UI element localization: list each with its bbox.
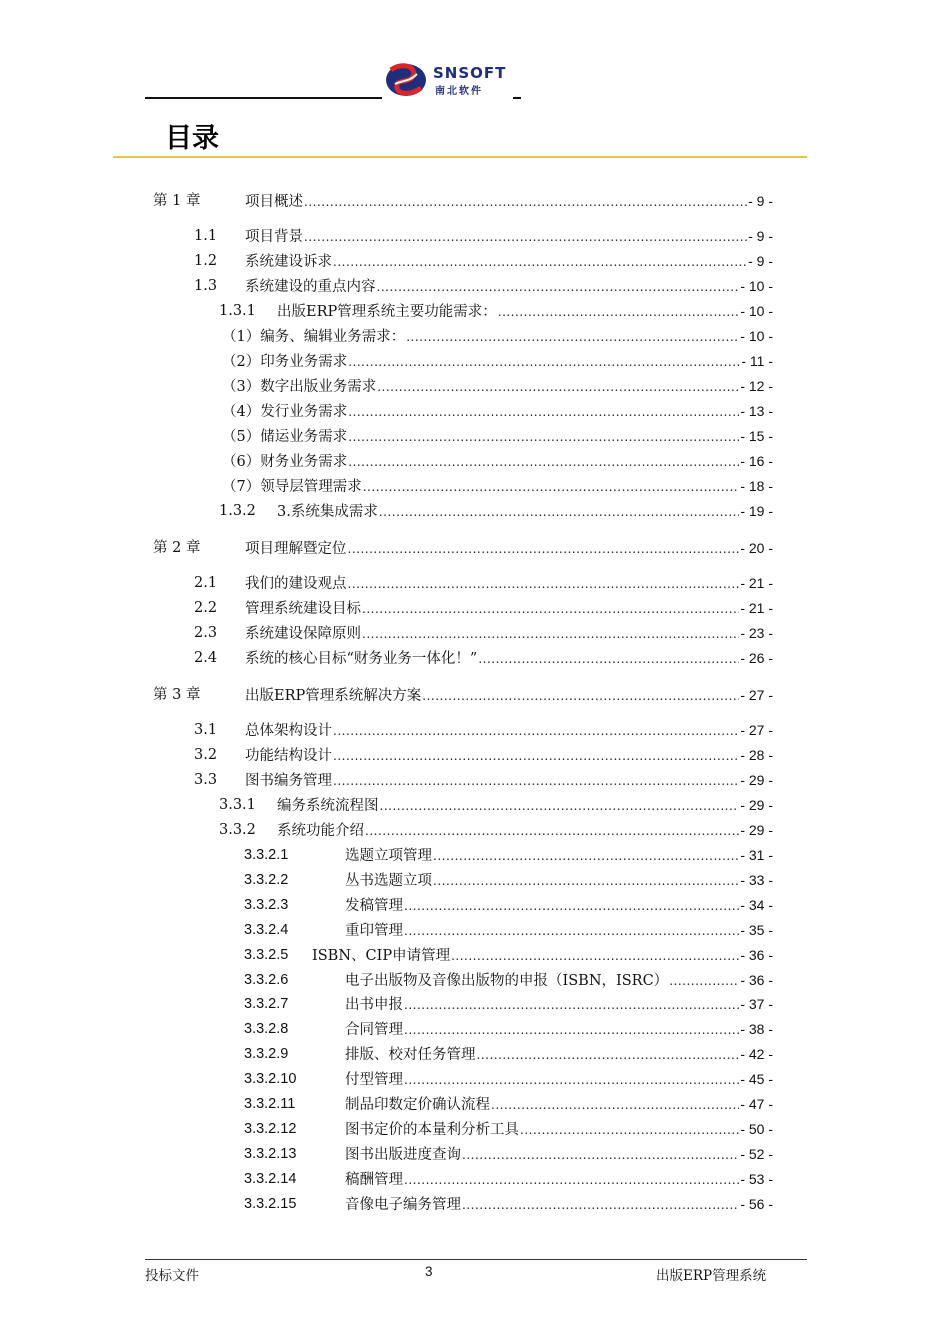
toc-label: 稿酬管理: [345, 1172, 403, 1188]
footer-document-type: 投标文件: [145, 1268, 199, 1284]
footer-rule: [145, 1259, 807, 1260]
toc-label: 总体架构设计: [245, 723, 332, 739]
toc-page: - 45 -: [740, 1071, 773, 1087]
toc-page: - 10 -: [740, 328, 773, 344]
toc-leader: [380, 795, 740, 817]
toc-number: 1.2: [194, 253, 218, 269]
toc-leader: [404, 1069, 739, 1091]
toc-leader: [348, 426, 739, 448]
toc-page: - 26 -: [740, 650, 773, 666]
toc-label: （6）财务业务需求: [222, 454, 348, 470]
footer-page-number: 3: [425, 1264, 433, 1279]
toc-label: 付型管理: [345, 1072, 403, 1088]
toc-page: - 12 -: [740, 378, 773, 394]
toc-leader: [333, 720, 739, 742]
toc-label: ISBN、CIP申请管理: [312, 948, 451, 964]
toc-leader: [365, 820, 739, 842]
toc-number: 第 3 章: [153, 687, 201, 703]
toc-number: 3.3.2.6: [244, 972, 289, 988]
toc-page: - 15 -: [740, 428, 773, 444]
logo-subtitle: 南北软件: [435, 86, 483, 97]
toc-leader: [362, 623, 739, 645]
toc-number: 3.3.2: [219, 822, 256, 838]
toc-page: - 11 -: [741, 353, 773, 369]
toc-number: 3.3.2.2: [244, 872, 289, 888]
toc-entry-3-3-2-14[interactable]: [244, 1168, 809, 1190]
toc-label: 项目概述: [245, 194, 303, 210]
toc-label: 图书定价的本量利分析工具: [345, 1122, 519, 1138]
toc-page: - 38 -: [740, 1021, 773, 1037]
toc-leader: [404, 1169, 739, 1191]
toc-page: - 19 -: [740, 503, 773, 519]
toc-entry-3-3-2-6[interactable]: [244, 969, 809, 991]
toc-leader: [348, 573, 740, 595]
toc-page: - 16 -: [740, 453, 773, 469]
toc-number: 2.4: [194, 650, 218, 666]
toc-page: - 9 -: [748, 193, 773, 209]
toc-leader: [362, 598, 739, 620]
toc-entry-2-3[interactable]: [194, 622, 809, 644]
toc-entry-req-5[interactable]: [222, 425, 809, 447]
toc-label: 排版、校对任务管理: [345, 1047, 476, 1063]
toc-page: - 35 -: [740, 922, 773, 938]
toc-entry-3-1[interactable]: [194, 719, 809, 741]
toc-entry-3-3-2-8[interactable]: [244, 1018, 809, 1040]
toc-entry-1-1[interactable]: [194, 225, 809, 247]
toc-page: - 23 -: [740, 625, 773, 641]
toc-entry-req-6[interactable]: [222, 450, 809, 472]
toc-leader: [520, 1119, 739, 1141]
toc-entry-1-3[interactable]: [194, 275, 809, 297]
toc-label: 编务系统流程图: [277, 798, 379, 814]
toc-page: - 47 -: [740, 1096, 773, 1112]
toc-page: - 10 -: [740, 278, 773, 294]
toc-number: 3.3.2.14: [244, 1171, 297, 1187]
toc-entry-3-3-2-4[interactable]: [244, 919, 809, 941]
toc-page: - 10 -: [740, 303, 773, 319]
toc-leader: [377, 276, 740, 298]
toc-label: 系统功能介绍: [277, 823, 364, 839]
toc-entry-3-3-2-10[interactable]: [244, 1068, 809, 1090]
toc-label: 音像电子编务管理: [345, 1197, 461, 1213]
toc-number: 3.3.1: [219, 797, 256, 813]
toc-page: - 42 -: [740, 1046, 773, 1062]
toc-page: - 27 -: [740, 687, 773, 703]
page-title: 目录: [165, 123, 219, 154]
toc-leader: [422, 685, 739, 707]
toc-entry-3-3-1[interactable]: [219, 794, 809, 816]
toc-page: - 9 -: [748, 228, 773, 244]
toc-entry-1-3-2[interactable]: [219, 500, 809, 522]
title-underline: [113, 156, 807, 158]
toc-leader: [433, 870, 739, 892]
toc-leader: [477, 1044, 740, 1066]
toc-number: 3.3.2.10: [244, 1071, 297, 1087]
toc-entry-req-3[interactable]: [222, 375, 809, 397]
toc-leader: [404, 994, 739, 1016]
toc-entry-2-2[interactable]: [194, 597, 809, 619]
toc-label: （5）储运业务需求: [222, 429, 348, 445]
toc-label: 出版ERP管理系统主要功能需求：: [277, 304, 497, 320]
toc-page: - 34 -: [740, 897, 773, 913]
toc-number: 2.2: [194, 600, 218, 616]
toc-label: （1）编务、编辑业务需求：: [222, 329, 406, 345]
toc-entry-req-7[interactable]: [222, 475, 809, 497]
toc-label: 项目理解暨定位: [245, 541, 347, 557]
toc-leader: [406, 326, 739, 348]
toc-label: 合同管理: [345, 1022, 403, 1038]
toc-number: 3.1: [194, 722, 218, 738]
toc-number: 第 1 章: [153, 193, 201, 209]
company-logo: [383, 60, 513, 102]
toc-entry-req-4[interactable]: [222, 400, 809, 422]
toc-number: 3.3.2.11: [244, 1096, 296, 1112]
toc-entry-chapter-2[interactable]: [153, 537, 809, 559]
toc-leader: [498, 301, 740, 323]
toc-number: 1.3.2: [219, 503, 256, 519]
toc-number: 3.3.2.13: [244, 1146, 297, 1162]
toc-number: 3.3.2.5: [244, 947, 289, 963]
toc-page: - 20 -: [740, 540, 773, 556]
toc-leader: [348, 538, 740, 560]
toc-label: 3.系统集成需求: [277, 504, 378, 520]
toc-leader: [491, 1094, 739, 1116]
toc-label: （2）印务业务需求: [222, 354, 348, 370]
toc-entry-1-2[interactable]: [194, 250, 809, 272]
toc-label: 重印管理: [345, 923, 403, 939]
toc-entry-3-3-2-9[interactable]: [244, 1043, 809, 1065]
toc-label: 电子出版物及音像出版物的申报（ISBN，ISRC）: [345, 973, 669, 989]
toc-entry-3-3-2-13[interactable]: [244, 1143, 809, 1165]
toc-label: 系统建设诉求: [245, 254, 332, 270]
toc-label: 我们的建设观点: [245, 576, 347, 592]
toc-entry-1-3-1[interactable]: [219, 300, 809, 322]
toc-label: 图书出版进度查询: [345, 1147, 461, 1163]
toc-number: 3.3.2.7: [244, 996, 289, 1012]
toc-leader: [669, 970, 739, 992]
toc-label: 出书申报: [345, 997, 403, 1013]
toc-page: - 31 -: [740, 847, 773, 863]
toc-label: 系统的核心目标“财务业务一体化！”: [245, 651, 478, 667]
toc-number: 2.3: [194, 625, 218, 641]
toc-label: 项目背景: [245, 229, 303, 245]
logo-swirl-icon: [383, 60, 429, 100]
toc-label: 图书编务管理: [245, 773, 332, 789]
toc-page: - 53 -: [740, 1171, 773, 1187]
toc-entry-3-3-2-3[interactable]: [244, 894, 809, 916]
toc-label: 系统建设的重点内容: [245, 279, 376, 295]
toc-leader: [348, 401, 739, 423]
toc-label: 出版ERP管理系统解决方案: [245, 688, 422, 704]
toc-entry-chapter-3[interactable]: [153, 684, 809, 706]
header-rule-short: [513, 97, 521, 99]
toc-page: - 29 -: [740, 772, 773, 788]
toc-label: 选题立项管理: [345, 848, 432, 864]
toc-entry-3-3-2-15[interactable]: [244, 1193, 809, 1215]
toc-number: 3.3.2.3: [244, 897, 289, 913]
toc-leader: [478, 648, 739, 670]
toc-entry-req-2[interactable]: [222, 350, 809, 372]
toc-number: 2.1: [194, 575, 218, 591]
toc-leader: [451, 945, 739, 967]
footer-system-name: 出版ERP管理系统: [656, 1268, 767, 1284]
toc-entry-3-3-2-1[interactable]: [244, 844, 809, 866]
toc-leader: [333, 251, 747, 273]
toc-number: 3.3.2.4: [244, 922, 289, 938]
toc-page: - 36 -: [740, 972, 773, 988]
toc-leader: [304, 191, 747, 213]
toc-number: 1.1: [194, 228, 218, 244]
toc-leader: [433, 845, 739, 867]
toc-entry-3-3-2-12[interactable]: [244, 1118, 809, 1140]
toc-leader: [363, 476, 740, 498]
toc-leader: [404, 895, 739, 917]
toc-number: 3.3.2.1: [244, 847, 289, 863]
toc-number: 3.3: [194, 772, 218, 788]
toc-page: - 29 -: [740, 822, 773, 838]
toc-page: - 56 -: [740, 1196, 773, 1212]
toc-leader: [379, 501, 739, 523]
toc-page: - 28 -: [740, 747, 773, 763]
toc-page: - 29 -: [740, 797, 773, 813]
toc-label: 丛书选题立项: [345, 873, 432, 889]
toc-label: （4）发行业务需求: [222, 404, 348, 420]
toc-leader: [304, 226, 747, 248]
toc-label: （3）数字出版业务需求: [222, 379, 377, 395]
toc-leader: [333, 770, 739, 792]
toc-label: 发稿管理: [345, 898, 403, 914]
toc-entry-req-1[interactable]: [222, 325, 809, 347]
toc-page: - 9 -: [748, 253, 773, 269]
toc-leader: [333, 745, 739, 767]
toc-leader: [377, 376, 739, 398]
toc-page: - 33 -: [740, 872, 773, 888]
toc-page: - 21 -: [740, 600, 773, 616]
toc-leader: [348, 451, 739, 473]
header-rule: [145, 97, 382, 99]
toc-page: - 37 -: [740, 996, 773, 1012]
toc-page: - 13 -: [740, 403, 773, 419]
toc-number: 1.3.1: [219, 303, 256, 319]
toc-label: 功能结构设计: [245, 748, 332, 764]
toc-page: - 27 -: [740, 722, 773, 738]
toc-leader: [404, 1019, 739, 1041]
toc-entry-3-2[interactable]: [194, 744, 809, 766]
toc-number: 3.3.2.12: [244, 1121, 297, 1137]
toc-entry-3-3[interactable]: [194, 769, 809, 791]
toc-leader: [348, 351, 740, 373]
toc-number: 3.3.2.8: [244, 1021, 289, 1037]
toc-entry-2-4[interactable]: [194, 647, 809, 669]
toc-entry-3-3-2-11[interactable]: [244, 1093, 809, 1115]
toc-leader: [462, 1194, 739, 1216]
logo-name: SNSOFT: [433, 64, 507, 82]
toc-number: 第 2 章: [153, 540, 201, 556]
toc-label: 制品印数定价确认流程: [345, 1097, 490, 1113]
toc-entry-chapter-1[interactable]: [153, 190, 809, 212]
toc-number: 3.3.2.9: [244, 1046, 289, 1062]
toc-leader: [404, 920, 739, 942]
toc-page: - 50 -: [740, 1121, 773, 1137]
toc-label: 管理系统建设目标: [245, 601, 361, 617]
toc-label: （7）领导层管理需求: [222, 479, 362, 495]
toc-label: 系统建设保障原则: [245, 626, 361, 642]
toc-entry-2-1[interactable]: [194, 572, 809, 594]
toc-number: 3.2: [194, 747, 218, 763]
toc-page: - 52 -: [740, 1146, 773, 1162]
toc-number: 1.3: [194, 278, 218, 294]
toc-entry-3-3-2-2[interactable]: [244, 869, 809, 891]
toc-entry-3-3-2[interactable]: [219, 819, 809, 841]
toc-page: - 36 -: [740, 947, 773, 963]
toc-leader: [462, 1144, 739, 1166]
toc-entry-3-3-2-5[interactable]: [244, 944, 809, 966]
toc-page: - 21 -: [740, 575, 773, 591]
toc-number: 3.3.2.15: [244, 1196, 297, 1212]
toc-page: - 18 -: [740, 478, 773, 494]
toc-entry-3-3-2-7[interactable]: [244, 993, 809, 1015]
